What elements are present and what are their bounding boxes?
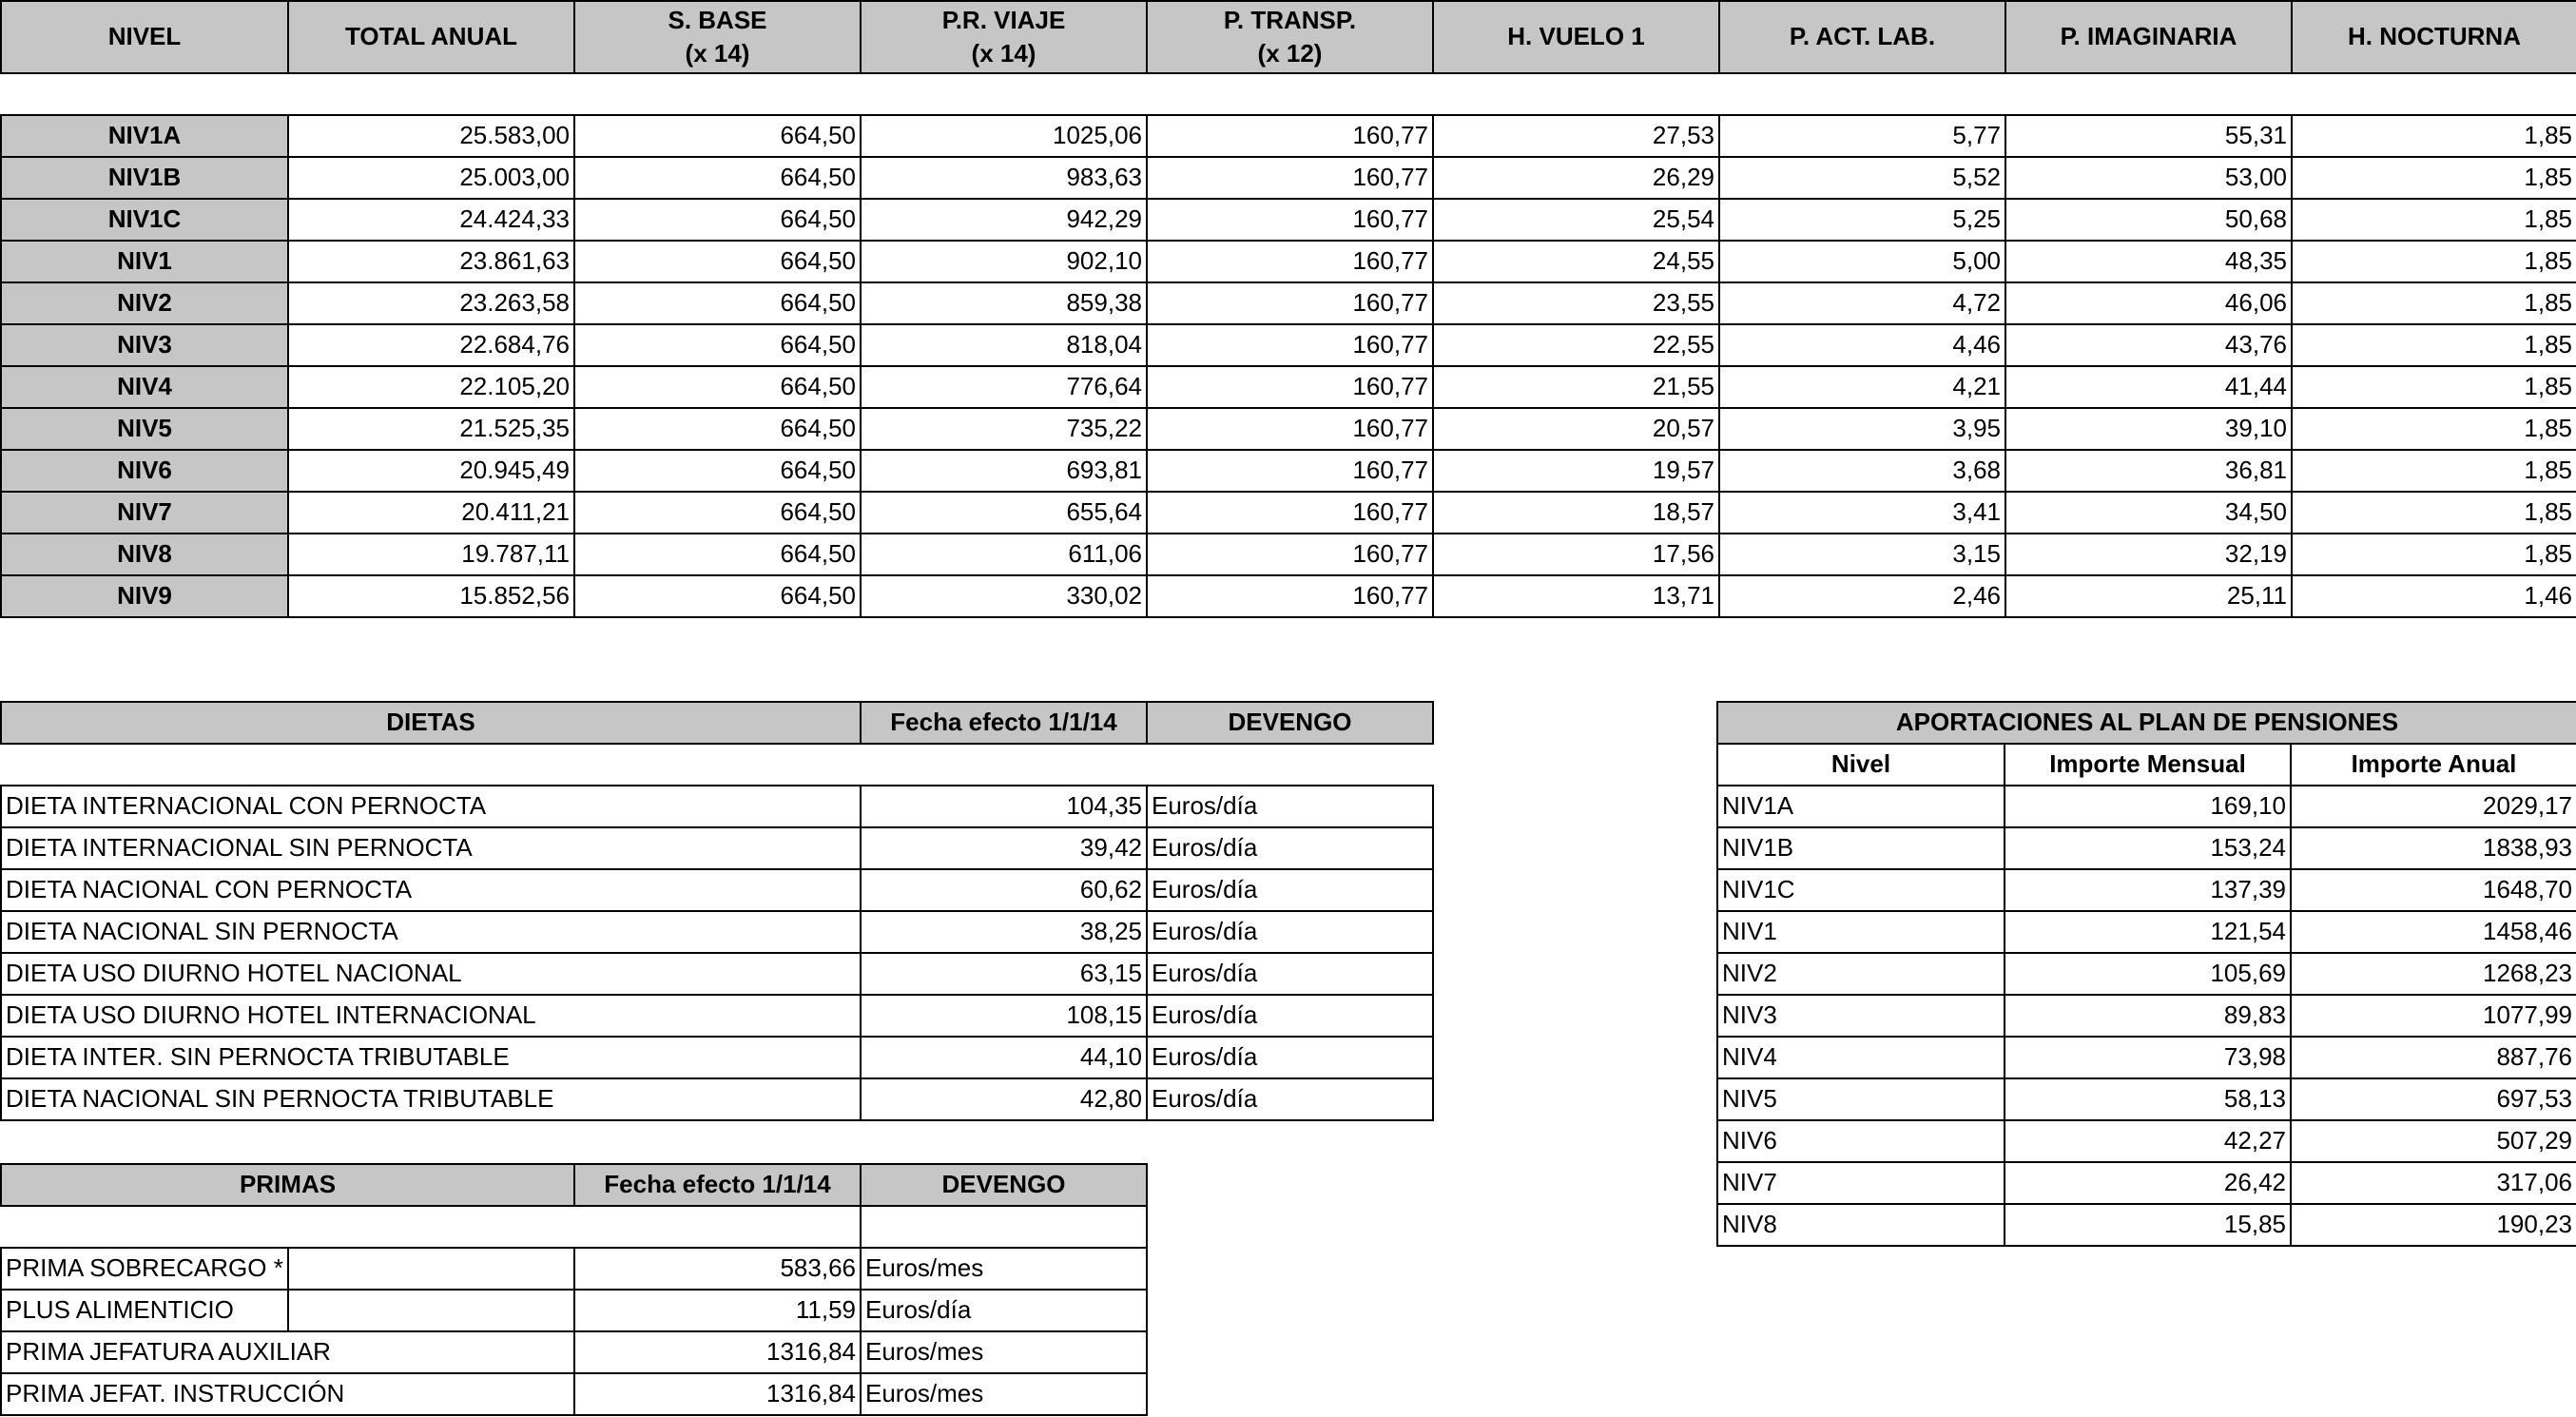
dieta-label: DIETA INTERNACIONAL CON PERNOCTA: [1, 786, 861, 827]
value-cell: 32,19: [2005, 534, 2292, 575]
value-cell: 664,50: [574, 534, 861, 575]
list-item: [1, 827, 1433, 869]
spacer-row: [1, 73, 2576, 115]
value-cell: 53,00: [2005, 157, 2292, 199]
pension-annual: 1838,93: [2291, 827, 2576, 869]
table-row: [1, 157, 2576, 199]
value-cell: 24.424,33: [288, 199, 574, 241]
value-cell: 22,55: [1433, 324, 1719, 366]
column-header: P. IMAGINARIA: [2005, 1, 2292, 73]
value-cell: 1,85: [2292, 157, 2576, 199]
pension-monthly: 89,83: [2005, 995, 2291, 1037]
value-cell: 36,81: [2005, 450, 2292, 492]
pension-monthly: 105,69: [2005, 953, 2291, 995]
value-cell: 3,68: [1719, 450, 2005, 492]
value-cell: 4,21: [1719, 366, 2005, 408]
prima-amount: 1316,84: [574, 1373, 861, 1415]
value-cell: 664,50: [574, 199, 861, 241]
empty-cell: [288, 1248, 574, 1290]
dieta-label: DIETA INTER. SIN PERNOCTA TRIBUTABLE: [1, 1037, 861, 1078]
value-cell: 664,50: [574, 492, 861, 534]
dieta-amount: 39,42: [861, 827, 1147, 869]
pension-annual: 507,29: [2291, 1120, 2576, 1162]
value-cell: 5,52: [1719, 157, 2005, 199]
column-header: P. TRANSP. (x 12): [1147, 1, 1433, 73]
column-header: DEVENGO: [1147, 702, 1433, 744]
value-cell: 664,50: [574, 324, 861, 366]
table-row: [1, 492, 2576, 534]
table-row: [1717, 1162, 2576, 1204]
pension-annual: 317,06: [2291, 1162, 2576, 1204]
column-header: Importe Anual: [2291, 744, 2576, 786]
value-cell: 160,77: [1147, 324, 1433, 366]
pension-monthly: 73,98: [2005, 1037, 2291, 1078]
value-cell: 664,50: [574, 157, 861, 199]
spacer: [1, 1206, 861, 1248]
table-row: [1, 115, 2576, 157]
value-cell: 18,57: [1433, 492, 1719, 534]
value-cell: 1,85: [2292, 241, 2576, 282]
dieta-amount: 38,25: [861, 911, 1147, 953]
title-row: [1717, 702, 2576, 744]
list-item: [1, 995, 1433, 1037]
column-header: Importe Mensual: [2005, 744, 2291, 786]
value-cell: 4,72: [1719, 282, 2005, 324]
dieta-unit: Euros/día: [1147, 869, 1433, 911]
value-cell: 664,50: [574, 241, 861, 282]
level-cell: NIV3: [1, 324, 288, 366]
pension-level: NIV1B: [1717, 827, 2005, 869]
value-cell: 41,44: [2005, 366, 2292, 408]
table-row: [1, 366, 2576, 408]
table-title: APORTACIONES AL PLAN DE PENSIONES: [1717, 702, 2576, 744]
value-cell: 983,63: [861, 157, 1147, 199]
pension-monthly: 58,13: [2005, 1078, 2291, 1120]
dieta-amount: 60,62: [861, 869, 1147, 911]
pension-level: NIV7: [1717, 1162, 2005, 1204]
value-cell: 160,77: [1147, 408, 1433, 450]
list-item: [1, 1331, 1147, 1373]
table-row: [1, 408, 2576, 450]
column-header: DEVENGO: [861, 1164, 1147, 1206]
dieta-unit: Euros/día: [1147, 1037, 1433, 1078]
table-row: [1717, 995, 2576, 1037]
value-cell: 2,46: [1719, 575, 2005, 617]
level-cell: NIV9: [1, 575, 288, 617]
pension-level: NIV5: [1717, 1078, 2005, 1120]
level-cell: NIV5: [1, 408, 288, 450]
level-cell: NIV1B: [1, 157, 288, 199]
header-row: [1, 1, 2576, 73]
pension-annual: 190,23: [2291, 1204, 2576, 1246]
value-cell: 160,77: [1147, 575, 1433, 617]
value-cell: 24,55: [1433, 241, 1719, 282]
value-cell: 23,55: [1433, 282, 1719, 324]
salary-table: [0, 0, 2576, 618]
value-cell: 160,77: [1147, 157, 1433, 199]
value-cell: 776,64: [861, 366, 1147, 408]
pension-annual: 1077,99: [2291, 995, 2576, 1037]
level-cell: NIV1A: [1, 115, 288, 157]
level-cell: NIV1C: [1, 199, 288, 241]
header-row: [1, 1164, 1147, 1206]
dieta-unit: Euros/día: [1147, 911, 1433, 953]
column-header: Fecha efecto 1/1/14: [861, 702, 1147, 744]
value-cell: 46,06: [2005, 282, 2292, 324]
value-cell: 1,85: [2292, 450, 2576, 492]
dieta-unit: Euros/día: [1147, 953, 1433, 995]
value-cell: 15.852,56: [288, 575, 574, 617]
value-cell: 13,71: [1433, 575, 1719, 617]
value-cell: 1,85: [2292, 282, 2576, 324]
column-header: NIVEL: [1, 1, 288, 73]
value-cell: 160,77: [1147, 241, 1433, 282]
value-cell: 39,10: [2005, 408, 2292, 450]
value-cell: 21.525,35: [288, 408, 574, 450]
pension-level: NIV1: [1717, 911, 2005, 953]
table-row: [1717, 1037, 2576, 1078]
dieta-label: DIETA NACIONAL SIN PERNOCTA TRIBUTABLE: [1, 1078, 861, 1120]
value-cell: 43,76: [2005, 324, 2292, 366]
prima-amount: 583,66: [574, 1248, 861, 1290]
dietas-table: [0, 701, 1434, 1121]
level-cell: NIV8: [1, 534, 288, 575]
value-cell: 160,77: [1147, 282, 1433, 324]
value-cell: 19.787,11: [288, 534, 574, 575]
pension-annual: 1648,70: [2291, 869, 2576, 911]
table-row: [1717, 1078, 2576, 1120]
list-item: [1, 1037, 1433, 1078]
table-row: [1717, 786, 2576, 827]
pension-annual: 697,53: [2291, 1078, 2576, 1120]
dieta-label: DIETA NACIONAL CON PERNOCTA: [1, 869, 861, 911]
column-header: P.R. VIAJE (x 14): [861, 1, 1147, 73]
pension-level: NIV4: [1717, 1037, 2005, 1078]
dieta-unit: Euros/día: [1147, 1078, 1433, 1120]
column-header: P. ACT. LAB.: [1719, 1, 2005, 73]
list-item: [1, 1290, 1147, 1331]
value-cell: 818,04: [861, 324, 1147, 366]
table-row: [1717, 911, 2576, 953]
dieta-amount: 44,10: [861, 1037, 1147, 1078]
value-cell: 160,77: [1147, 115, 1433, 157]
value-cell: 664,50: [574, 282, 861, 324]
value-cell: 27,53: [1433, 115, 1719, 157]
value-cell: 3,15: [1719, 534, 2005, 575]
level-cell: NIV2: [1, 282, 288, 324]
value-cell: 1,85: [2292, 534, 2576, 575]
prima-label: PRIMA SOBRECARGO *: [1, 1248, 288, 1290]
pension-level: NIV6: [1717, 1120, 2005, 1162]
value-cell: 26,29: [1433, 157, 1719, 199]
prima-unit: Euros/mes: [861, 1331, 1147, 1373]
value-cell: 902,10: [861, 241, 1147, 282]
header-row: [1717, 744, 2576, 786]
column-header: H. NOCTURNA: [2292, 1, 2576, 73]
value-cell: 5,25: [1719, 199, 2005, 241]
level-cell: NIV1: [1, 241, 288, 282]
spacer: [861, 1206, 1147, 1248]
value-cell: 1,85: [2292, 199, 2576, 241]
value-cell: 25.583,00: [288, 115, 574, 157]
value-cell: 1,85: [2292, 492, 2576, 534]
value-cell: 942,29: [861, 199, 1147, 241]
table-row: [1717, 1204, 2576, 1246]
pension-annual: 887,76: [2291, 1037, 2576, 1078]
primas-table: [0, 1163, 1148, 1416]
header-row: [1, 702, 1433, 744]
value-cell: 3,41: [1719, 492, 2005, 534]
spacer: [1, 744, 1433, 786]
value-cell: 3,95: [1719, 408, 2005, 450]
table-row: [1, 534, 2576, 575]
column-header: S. BASE (x 14): [574, 1, 861, 73]
dieta-label: DIETA INTERNACIONAL SIN PERNOCTA: [1, 827, 861, 869]
prima-unit: Euros/día: [861, 1290, 1147, 1331]
value-cell: 330,02: [861, 575, 1147, 617]
value-cell: 664,50: [574, 366, 861, 408]
column-header: DIETAS: [1, 702, 861, 744]
pension-annual: 2029,17: [2291, 786, 2576, 827]
value-cell: 859,38: [861, 282, 1147, 324]
list-item: [1, 869, 1433, 911]
empty-cell: [288, 1290, 574, 1331]
dieta-unit: Euros/día: [1147, 786, 1433, 827]
table-row: [1717, 827, 2576, 869]
value-cell: 5,00: [1719, 241, 2005, 282]
value-cell: 735,22: [861, 408, 1147, 450]
table-row: [1, 324, 2576, 366]
value-cell: 160,77: [1147, 450, 1433, 492]
value-cell: 21,55: [1433, 366, 1719, 408]
prima-amount: 11,59: [574, 1290, 861, 1331]
table-row: [1, 282, 2576, 324]
pension-monthly: 121,54: [2005, 911, 2291, 953]
value-cell: 1025,06: [861, 115, 1147, 157]
value-cell: 34,50: [2005, 492, 2292, 534]
table-row: [1, 241, 2576, 282]
pension-monthly: 153,24: [2005, 827, 2291, 869]
value-cell: 17,56: [1433, 534, 1719, 575]
list-item: [1, 786, 1433, 827]
value-cell: 655,64: [861, 492, 1147, 534]
value-cell: 5,77: [1719, 115, 2005, 157]
dieta-label: DIETA USO DIURNO HOTEL NACIONAL: [1, 953, 861, 995]
value-cell: 22.105,20: [288, 366, 574, 408]
table-row: [1, 575, 2576, 617]
pension-monthly: 169,10: [2005, 786, 2291, 827]
pension-annual: 1458,46: [2291, 911, 2576, 953]
value-cell: 20.945,49: [288, 450, 574, 492]
value-cell: 1,85: [2292, 115, 2576, 157]
value-cell: 25,11: [2005, 575, 2292, 617]
spacer-row: [1, 1206, 1147, 1248]
value-cell: 611,06: [861, 534, 1147, 575]
prima-unit: Euros/mes: [861, 1373, 1147, 1415]
column-header: Nivel: [1717, 744, 2005, 786]
dieta-unit: Euros/día: [1147, 827, 1433, 869]
value-cell: 664,50: [574, 115, 861, 157]
spacer-row: [1, 744, 1433, 786]
value-cell: 664,50: [574, 575, 861, 617]
value-cell: 693,81: [861, 450, 1147, 492]
list-item: [1, 1248, 1147, 1290]
pension-level: NIV3: [1717, 995, 2005, 1037]
value-cell: 20,57: [1433, 408, 1719, 450]
value-cell: 23.861,63: [288, 241, 574, 282]
dieta-amount: 108,15: [861, 995, 1147, 1037]
table-row: [1717, 869, 2576, 911]
dieta-unit: Euros/día: [1147, 995, 1433, 1037]
pension-level: NIV8: [1717, 1204, 2005, 1246]
value-cell: 50,68: [2005, 199, 2292, 241]
level-cell: NIV4: [1, 366, 288, 408]
prima-label: PRIMA JEFATURA AUXILIAR: [1, 1331, 574, 1373]
dieta-label: DIETA USO DIURNO HOTEL INTERNACIONAL: [1, 995, 861, 1037]
value-cell: 1,85: [2292, 366, 2576, 408]
table-row: [1, 450, 2576, 492]
dieta-amount: 63,15: [861, 953, 1147, 995]
value-cell: 20.411,21: [288, 492, 574, 534]
table-row: [1717, 1120, 2576, 1162]
value-cell: 1,46: [2292, 575, 2576, 617]
level-cell: NIV6: [1, 450, 288, 492]
dieta-amount: 104,35: [861, 786, 1147, 827]
list-item: [1, 953, 1433, 995]
spacer: [1, 73, 2576, 115]
value-cell: 664,50: [574, 408, 861, 450]
prima-label: PLUS ALIMENTICIO: [1, 1290, 288, 1331]
value-cell: 160,77: [1147, 366, 1433, 408]
list-item: [1, 911, 1433, 953]
list-item: [1, 1373, 1147, 1415]
value-cell: 4,46: [1719, 324, 2005, 366]
value-cell: 25,54: [1433, 199, 1719, 241]
value-cell: 48,35: [2005, 241, 2292, 282]
value-cell: 160,77: [1147, 199, 1433, 241]
list-item: [1, 1078, 1433, 1120]
dieta-amount: 42,80: [861, 1078, 1147, 1120]
column-header: Fecha efecto 1/1/14: [574, 1164, 861, 1206]
value-cell: 23.263,58: [288, 282, 574, 324]
dieta-label: DIETA NACIONAL SIN PERNOCTA: [1, 911, 861, 953]
column-header: H. VUELO 1: [1433, 1, 1719, 73]
value-cell: 19,57: [1433, 450, 1719, 492]
value-cell: 1,85: [2292, 408, 2576, 450]
value-cell: 25.003,00: [288, 157, 574, 199]
prima-label: PRIMA JEFAT. INSTRUCCIÓN: [1, 1373, 574, 1415]
pension-annual: 1268,23: [2291, 953, 2576, 995]
pension-monthly: 26,42: [2005, 1162, 2291, 1204]
level-cell: NIV7: [1, 492, 288, 534]
pension-level: NIV1C: [1717, 869, 2005, 911]
column-header: PRIMAS: [1, 1164, 574, 1206]
column-header: TOTAL ANUAL: [288, 1, 574, 73]
value-cell: 664,50: [574, 450, 861, 492]
pension-monthly: 15,85: [2005, 1204, 2291, 1246]
pension-monthly: 137,39: [2005, 869, 2291, 911]
table-row: [1717, 953, 2576, 995]
value-cell: 160,77: [1147, 534, 1433, 575]
value-cell: 55,31: [2005, 115, 2292, 157]
prima-amount: 1316,84: [574, 1331, 861, 1373]
value-cell: 160,77: [1147, 492, 1433, 534]
table-row: [1, 199, 2576, 241]
pension-level: NIV1A: [1717, 786, 2005, 827]
pensiones-table: [1716, 701, 2576, 1247]
prima-unit: Euros/mes: [861, 1248, 1147, 1290]
pension-level: NIV2: [1717, 953, 2005, 995]
value-cell: 1,85: [2292, 324, 2576, 366]
pension-monthly: 42,27: [2005, 1120, 2291, 1162]
value-cell: 22.684,76: [288, 324, 574, 366]
